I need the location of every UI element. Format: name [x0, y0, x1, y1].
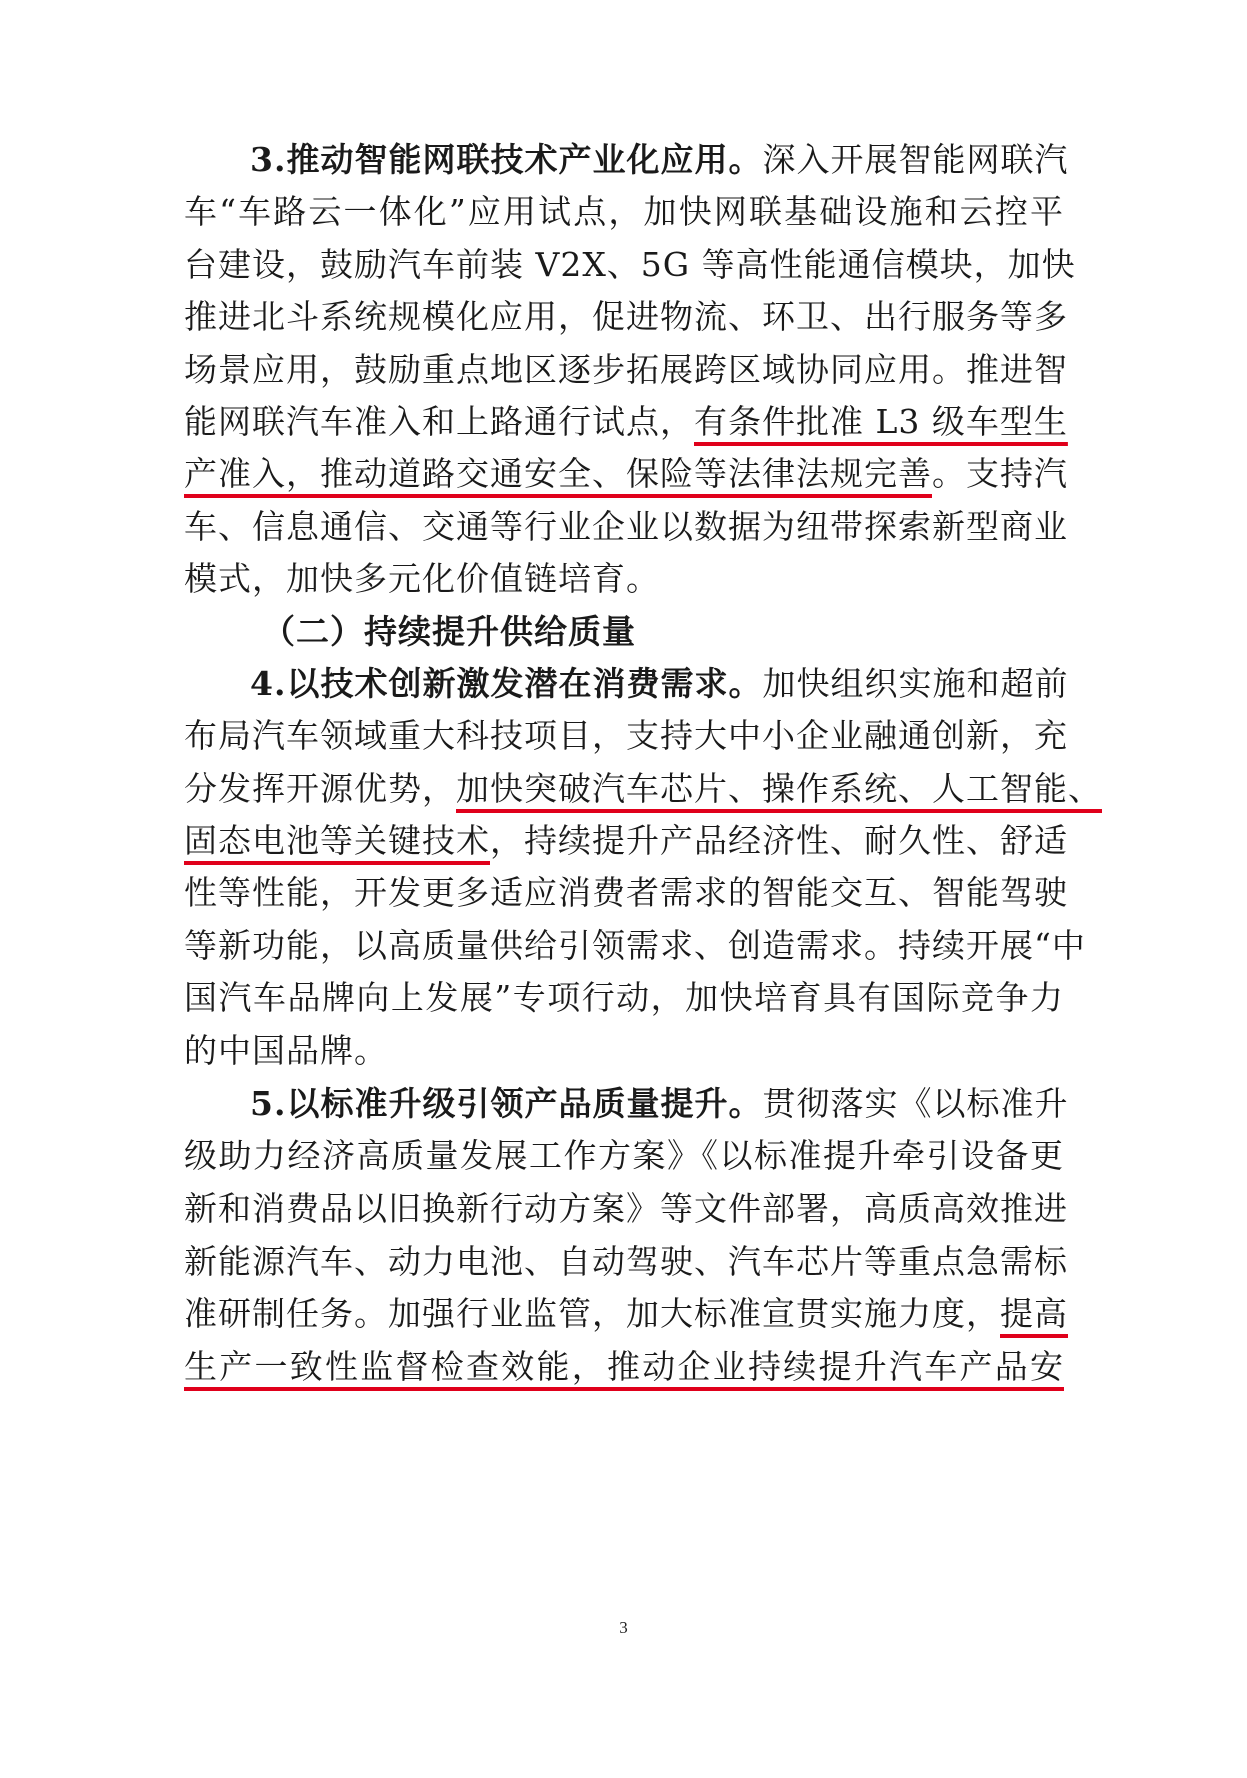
heading-text: 5.以标准升级引领产品质量提升。 — [250, 1084, 763, 1123]
page-number: 3 — [619, 1618, 628, 1637]
body-text: ，持续提升产品经济性、耐久性、舒适 — [490, 821, 1068, 860]
body-text: 模式，加快多元化价值链培育。 — [184, 559, 660, 598]
text-line — [184, 976, 1064, 1020]
body-text: 国汽车品牌向上发展”专项行动，加快培育具有国际竞争力 — [184, 978, 1064, 1017]
body-text: 性等性能，开发更多适应消费者需求的智能交互、智能驾驶 — [184, 873, 1068, 912]
text-line — [184, 1187, 1068, 1231]
text-line — [250, 662, 1069, 706]
highlighted-text: 固态电池等关键技术 — [184, 821, 490, 860]
text-line — [262, 610, 1142, 654]
body-text: 等新功能，以高质量供给引领需求、创造需求。持续开展“中 — [184, 926, 1086, 965]
highlighted-text: 产准入，推动道路交通安全、保险等法律法规完善 — [184, 454, 932, 493]
text-line — [184, 714, 1068, 758]
text-line — [184, 1029, 1064, 1073]
body-text: 。支持汽 — [932, 454, 1068, 493]
body-text: 加快组织实施和超前 — [762, 664, 1069, 703]
text-line — [250, 138, 1069, 182]
highlighted-text: 提高 — [1000, 1294, 1068, 1333]
text-line — [184, 557, 1064, 601]
body-text: 的中国品牌。 — [184, 1031, 388, 1070]
body-text: 台建设，鼓励汽车前装 V2X、5G 等高性能通信模块，加快 — [184, 245, 1076, 284]
highlighted-text: 加快突破汽车芯片、操作系统、人工智能、 — [456, 769, 1102, 808]
body-text: 新能源汽车、动力电池、自动驾驶、汽车芯片等重点急需标 — [184, 1242, 1068, 1281]
text-line — [184, 505, 1068, 549]
text-line — [184, 400, 1068, 444]
body-text: 推进北斗系统规模化应用，促进物流、环卫、出行服务等多 — [184, 297, 1068, 336]
heading-text: 4.以技术创新激发潜在消费需求。 — [250, 664, 763, 703]
text-line — [184, 767, 1102, 811]
body-text: 分发挥开源优势， — [184, 769, 456, 808]
body-text: 车“车路云一体化”应用试点，加快网联基础设施和云控平 — [184, 192, 1064, 231]
text-line — [184, 1345, 1064, 1389]
text-line — [184, 871, 1068, 915]
highlighted-text: 生产一致性监督检查效能，推动企业持续提升汽车产品安 — [184, 1347, 1064, 1386]
body-text: 贯彻落实《以标准升 — [762, 1084, 1069, 1123]
text-line — [184, 243, 1076, 287]
text-line — [184, 819, 1068, 863]
body-text: 新和消费品以旧换新行动方案》等文件部署，高质高效推进 — [184, 1189, 1068, 1228]
body-text: 车、信息通信、交通等行业企业以数据为纽带探索新型商业 — [184, 507, 1068, 546]
body-text: 场景应用，鼓励重点地区逐步拓展跨区域协同应用。推进智 — [184, 350, 1068, 389]
text-line — [184, 348, 1068, 392]
text-line — [184, 1240, 1068, 1284]
text-line — [184, 1292, 1068, 1336]
text-line — [250, 1082, 1069, 1126]
body-text: 布局汽车领域重大科技项目，支持大中小企业融通创新，充 — [184, 716, 1068, 755]
heading-text: 3.推动智能网联技术产业化应用。 — [250, 140, 763, 179]
body-text: 能网联汽车准入和上路通行试点， — [184, 402, 694, 441]
highlighted-text: 有条件批准 L3 级车型生 — [694, 402, 1068, 441]
body-text: 深入开展智能网联汽 — [762, 140, 1069, 179]
body-text: 级助力经济高质量发展工作方案》《以标准提升牵引设备更 — [184, 1136, 1064, 1175]
text-line — [184, 190, 1064, 234]
text-line — [184, 924, 1086, 968]
text-line — [184, 452, 1068, 496]
heading-text: （二）持续提升供给质量 — [262, 612, 636, 651]
text-line — [184, 295, 1068, 339]
body-text: 准研制任务。加强行业监管，加大标准宣贯实施力度， — [184, 1294, 1000, 1333]
text-line — [184, 1134, 1064, 1178]
